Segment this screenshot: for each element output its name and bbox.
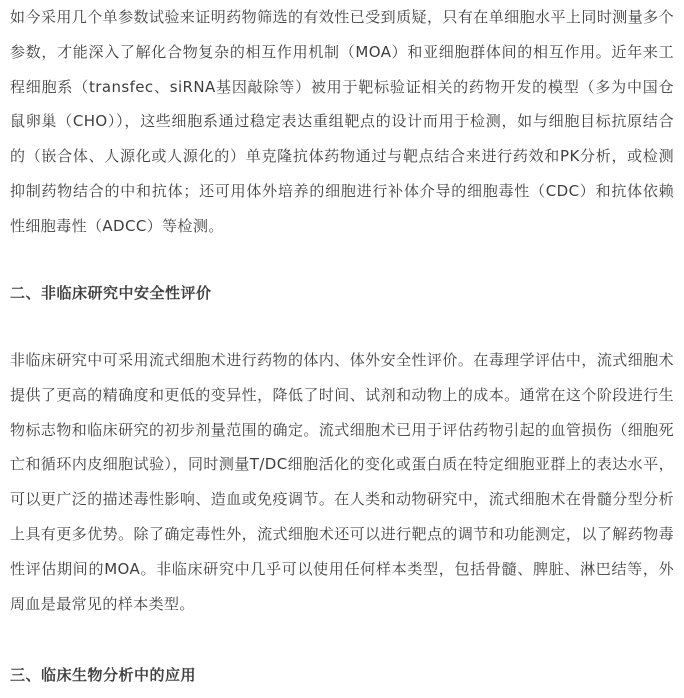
- section-heading-nonclinical-safety: 二、非临床研究中安全性评价: [10, 284, 212, 302]
- paragraph-nonclinical-safety: 非临床研究中可采用流式细胞术进行药物的体内、体外安全性评价。在毒理学评估中，流式细胞术提供了更高的精确度和更低的变异性，降低了时间、试剂和动物上的成本。通常在这个阶段进行生物标志物和临床研究的初步剂量范围的确定。流式细胞术已用于评估药物引起的血管损伤（细胞死亡和循环内皮细胞试验），同时测量T/DC细胞活化的变化或蛋白质在特定细胞亚群上的表达水平，可以更广泛的描述毒性影响、造血或免疫调节。在人类和动物研究中，流式细胞术在骨髓分型分析上具有更多优势。除了确定毒性外，流式细胞术还可以进行靶点的调节和功能测定，以了解药物毒性评估期间的MOA。非临床研究中几乎可以使用任何样本类型，包括骨髓、脾脏、淋巴结等，外周血是最常见的样本类型。: [10, 351, 674, 613]
- paragraph-cell-line-models: 如今采用几个单参数试验来证明药物筛选的有效性已受到质疑，只有在单细胞水平上同时测量多个参数，才能深入了解化合物复杂的相互作用机制（MOA）和亚细胞群体间的相互作用。近年来工程细胞系（transfec、siRNA基因敲除等）被用于靶标验证相关的药物开发的模型（多为中国仓鼠卵巢（CHO）），这些细胞系通过稳定表达重组靶点的设计而用于检测，如与细胞目标抗原结合的（嵌合体、人源化或人源化的）单克隆抗体药物通过与靶点结合来进行药效和PK分析，或检测抑制药物结合的中和抗体；还可用体外培养的细胞进行补体介导的细胞毒性（CDC）和抗体依赖性细胞毒性（ADCC）等检测。: [10, 8, 674, 235]
- section-heading-clinical-bioanalysis: 三、临床生物分析中的应用: [10, 666, 197, 684]
